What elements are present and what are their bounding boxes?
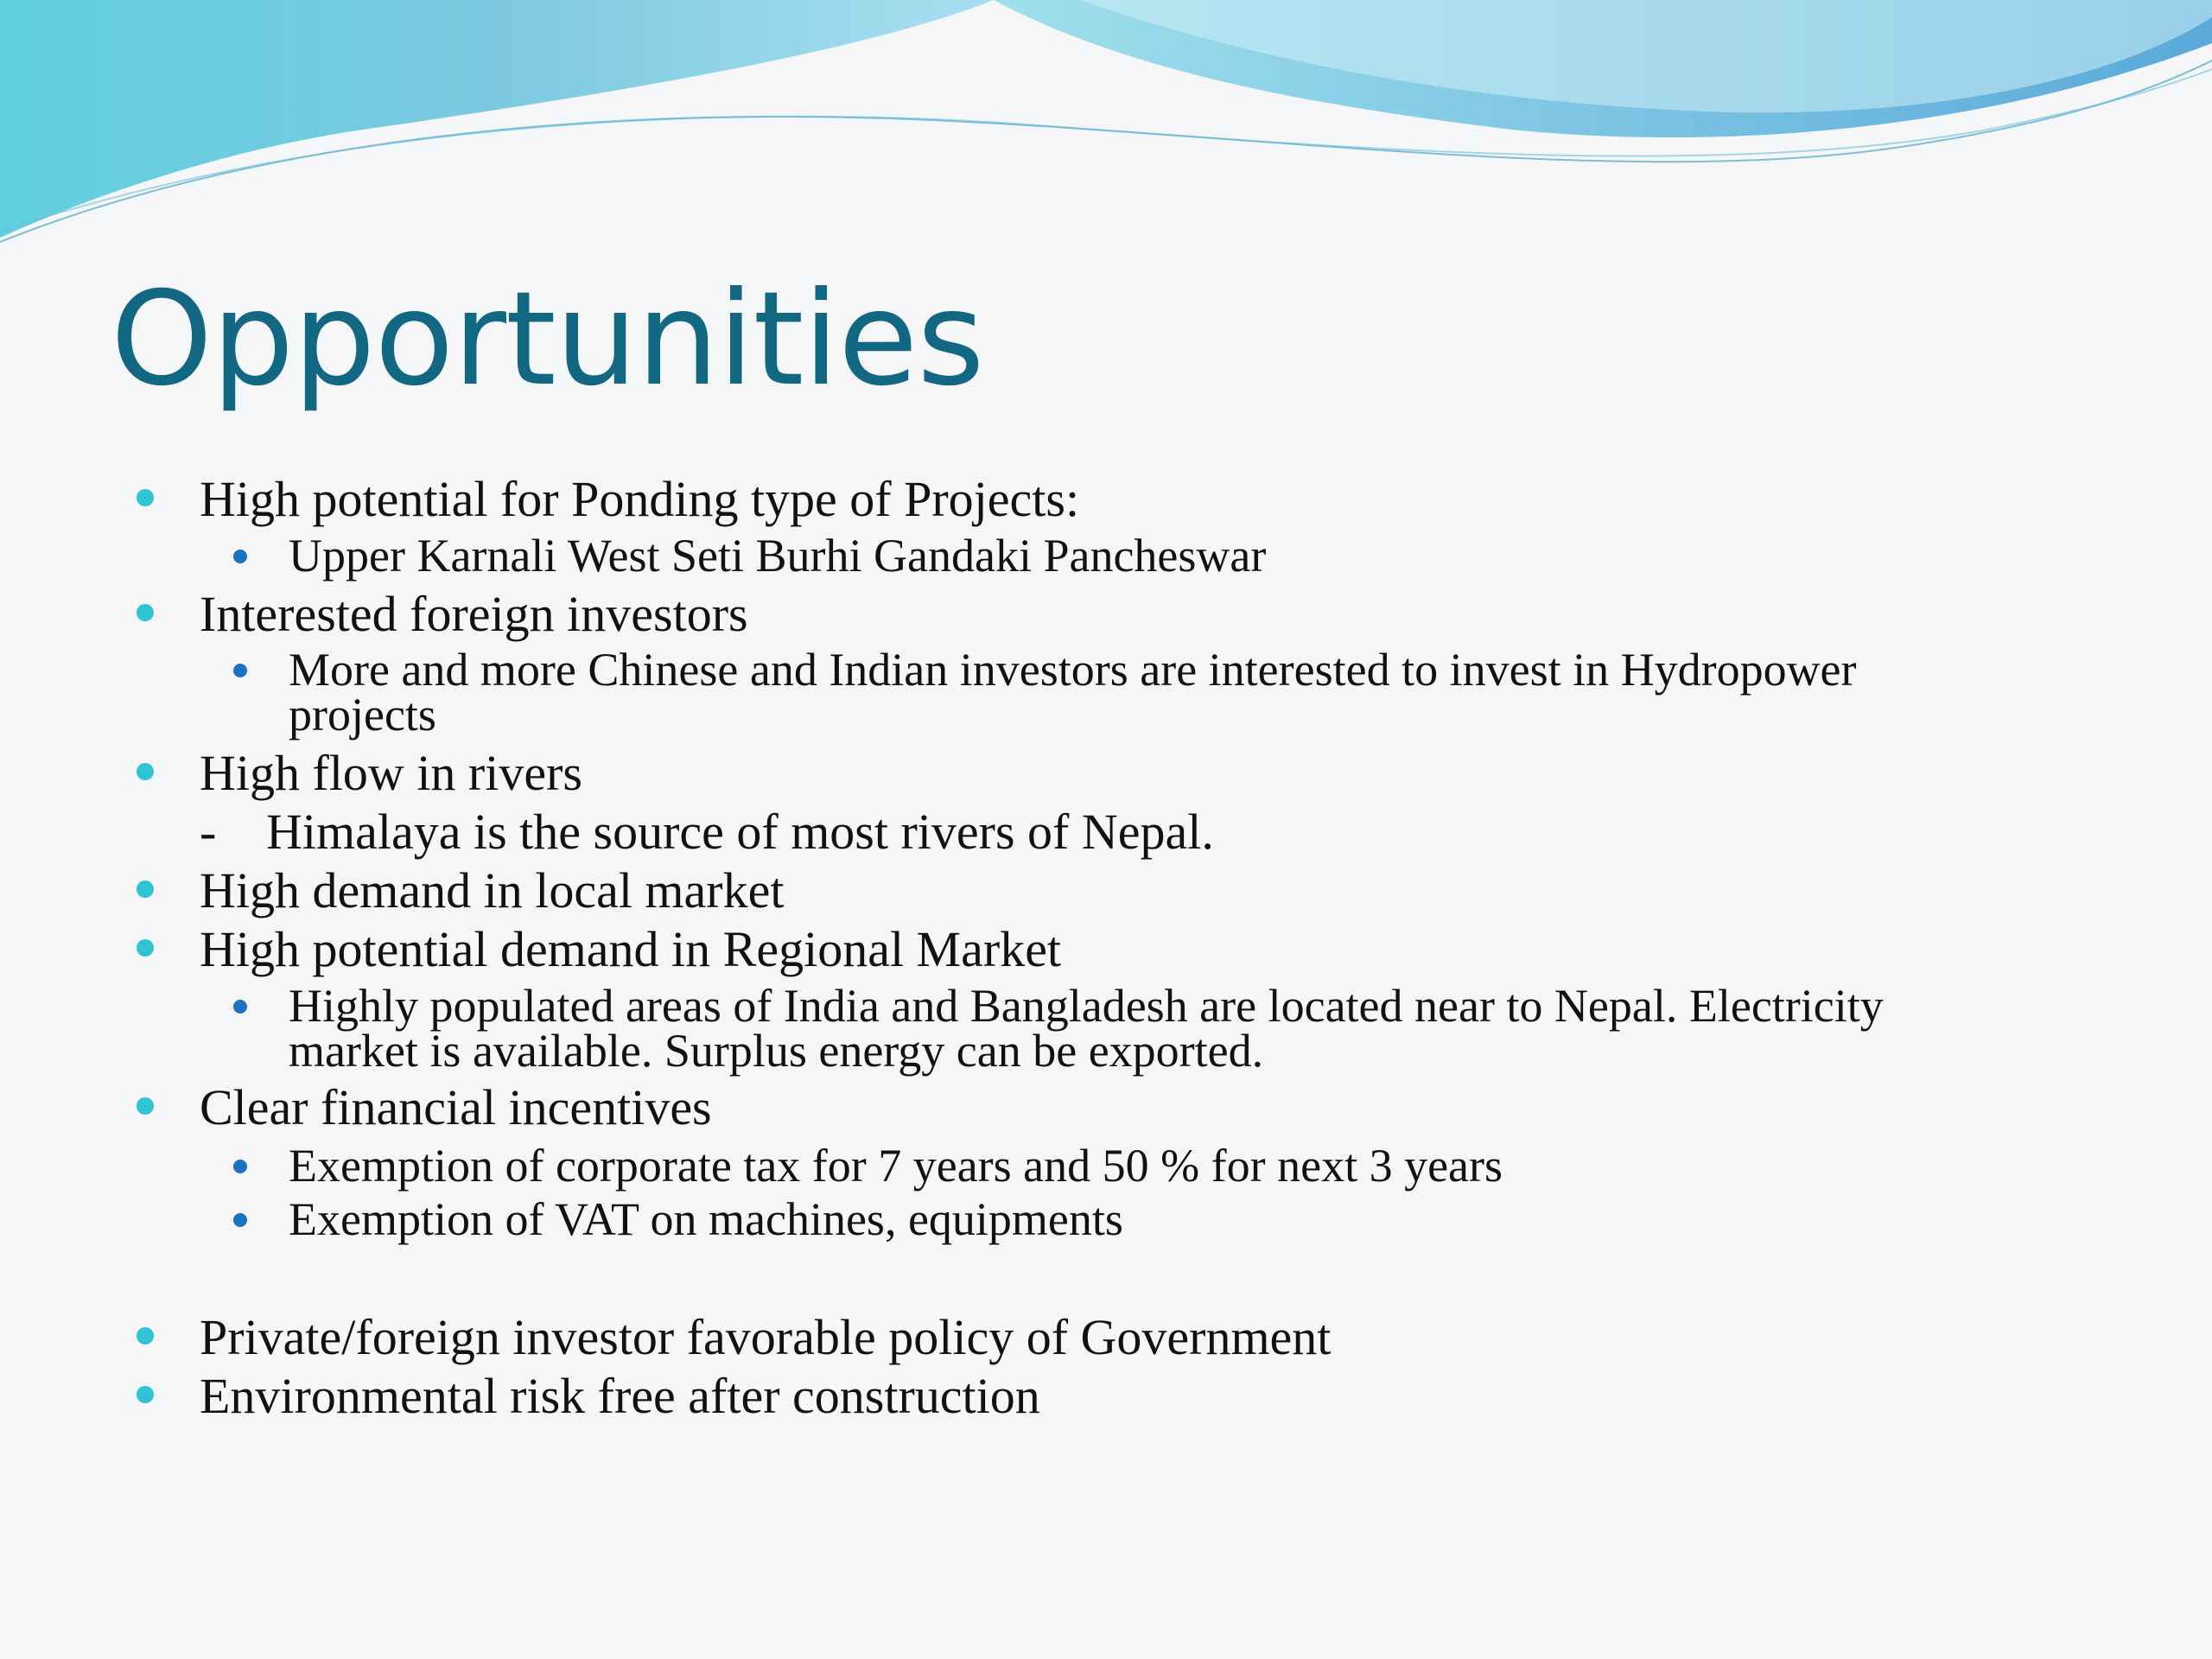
bullet-dot xyxy=(137,1327,154,1344)
bullet-dot xyxy=(137,489,154,506)
list-item: Private/foreign investor favorable policy of Government xyxy=(200,1309,1332,1365)
bullet-dot xyxy=(137,604,154,621)
dash-marker: - xyxy=(200,804,217,860)
sub-bullet-dot xyxy=(233,664,247,677)
list-item: High flow in rivers xyxy=(200,745,582,801)
sub-list-item-continuation: market is available. Surplus energy can be exported. xyxy=(289,1025,1264,1077)
list-item: Interested foreign investors xyxy=(200,586,748,642)
sub-list-item: Exemption of VAT on machines, equipments xyxy=(289,1193,1123,1245)
sub-bullet-dot xyxy=(233,1160,247,1173)
slide-title: Opportunities xyxy=(111,264,984,415)
bullet-dot xyxy=(137,880,154,898)
sub-list-item: Exemption of corporate tax for 7 years and 50 % for next 3 years xyxy=(289,1140,1503,1192)
sub-bullet-dot xyxy=(233,1213,247,1227)
sub-list-item: Highly populated areas of India and Bangladesh are located near to Nepal. Electricity xyxy=(289,980,1884,1032)
bullet-dot xyxy=(137,939,154,957)
bullet-dot xyxy=(137,1097,154,1115)
list-item: High potential demand in Regional Market xyxy=(200,921,1062,977)
dash-list-item: Himalaya is the source of most rivers of Nepal. xyxy=(266,804,1214,860)
sub-list-item: Upper Karnali West Seti Burhi Gandaki Pancheswar xyxy=(289,530,1267,582)
list-item: Clear financial incentives xyxy=(200,1079,712,1135)
bullet-dot xyxy=(137,1386,154,1403)
list-item: Environmental risk free after construction xyxy=(200,1368,1040,1424)
list-item: High demand in local market xyxy=(200,862,785,918)
sub-bullet-dot xyxy=(233,1000,247,1014)
sub-bullet-dot xyxy=(233,550,247,563)
sub-list-item: More and more Chinese and Indian investors are interested to invest in Hydropower xyxy=(289,644,1857,696)
bullet-dot xyxy=(137,763,154,780)
sub-list-item-continuation: projects xyxy=(289,689,436,741)
list-item: High potential for Ponding type of Projects: xyxy=(200,471,1080,527)
